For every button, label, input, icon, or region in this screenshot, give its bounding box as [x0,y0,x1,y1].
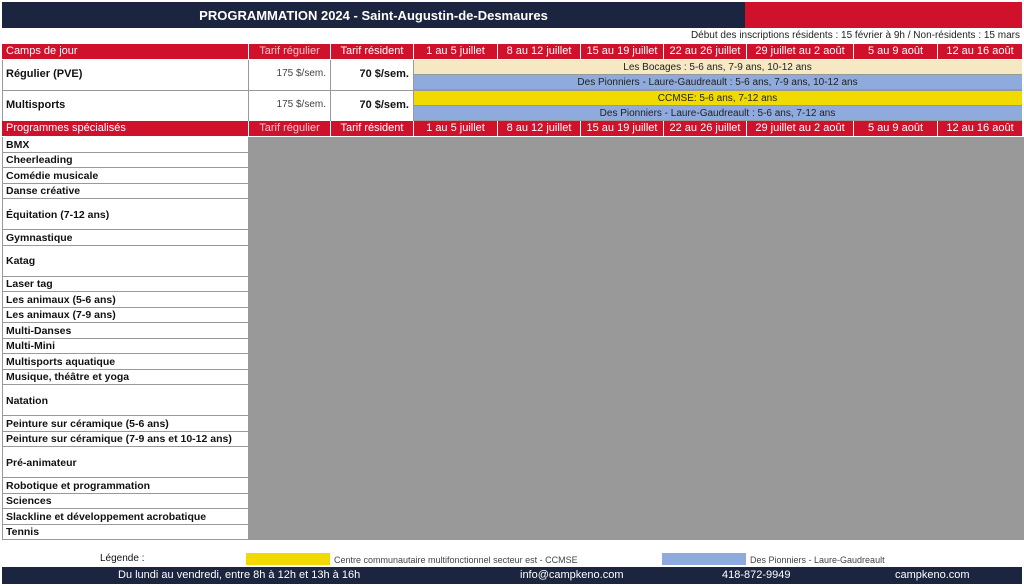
week-header: 5 au 9 août [853,121,937,136]
program-name: Robotique et programmation [6,479,151,492]
program-name: Les animaux (7-9 ans) [6,309,116,322]
program-name: BMX [6,138,30,151]
program-name: Multi-Danses [6,324,72,337]
program-name: Katag [6,255,36,267]
title-accent-bar [745,2,1022,28]
week-header: 12 au 16 août [937,44,1022,59]
week-header: 29 juillet au 2 août [746,44,853,59]
camp-location-band: Des Pionniers - Laure-Gaudreault : 5-6 ans, 7-12 ans [413,106,1022,121]
week-header: 5 au 9 août [853,44,937,59]
camps-header-label: Camps de jour [2,44,248,59]
week-header: 29 juillet au 2 août [746,121,853,136]
program-name: Slackline et développement acrobatique [6,510,207,523]
camp-regular-price: 175 $/sem. [276,68,326,79]
week-header: 22 au 26 juillet [663,121,746,136]
page-title [2,2,745,28]
program-name: Sciences [6,495,52,508]
programs-header-resident: Tarif résident [330,121,413,136]
legend-yellow-swatch [246,553,330,565]
footer-website[interactable]: campkeno.com [895,569,970,581]
grid-line [937,137,1024,540]
page-title-text: PROGRAMMATION 2024 - Saint-Augustin-de-Desmaures [199,7,548,23]
legend-blue-swatch [662,553,746,565]
legend-blue-text: Des Pionniers - Laure-Gaudreault [750,555,885,565]
registration-dates: Début des inscriptions résidents : 15 février à 9h / Non-résidents : 15 mars [690,30,1020,41]
program-name: Équitation (7-12 ans) [6,208,110,221]
week-header: 8 au 12 juillet [497,44,580,59]
camp-regular-price: 175 $/sem. [276,99,326,110]
week-header: 15 au 19 juillet [580,44,663,59]
camps-header-regular: Tarif régulier [248,44,330,59]
program-name: Peinture sur céramique (5-6 ans) [6,417,169,430]
camp-location-band: Les Bocages : 5-6 ans, 7-9 ans, 10-12 ans [413,60,1022,75]
program-name: Natation [6,394,48,407]
program-name: Peinture sur céramique (7-9 ans et 10-12 ans) [6,433,232,446]
grid-line [413,60,414,122]
week-header: 22 au 26 juillet [663,44,746,59]
program-name: Gymnastique [6,231,73,244]
week-header: 1 au 5 juillet [413,44,497,59]
grid-line [248,60,249,122]
week-header: 12 au 16 août [937,121,1022,136]
program-name: Laser tag [6,278,53,291]
programs-header-label: Programmes spécialisés [2,121,248,136]
week-header: 15 au 19 juillet [580,121,663,136]
program-name: Danse créative [6,185,81,198]
legend-label: Légende : [100,553,145,564]
footer-email[interactable]: info@campkeno.com [520,569,624,581]
camp-name: Multisports [6,99,66,111]
grid-line [330,60,331,122]
footer-phone[interactable]: 418-872-9949 [722,569,791,581]
program-name: Multisports aquatique [6,355,116,368]
program-name: Tennis [6,526,40,539]
camp-name: Régulier (PVE) [6,68,83,80]
camp-location-band: Des Pionniers - Laure-Gaudreault : 5-6 ans, 7-9 ans, 10-12 ans [413,75,1022,90]
program-name: Multi-Mini [6,340,55,353]
camp-resident-price: 70 $/sem. [359,99,409,111]
camp-location-band: CCMSE: 5-6 ans, 7-12 ans [413,91,1022,106]
camp-resident-price: 70 $/sem. [359,68,409,80]
week-header: 1 au 5 juillet [413,121,497,136]
program-name: Pré-animateur [6,456,77,469]
camps-header-resident: Tarif résident [330,44,413,59]
legend-yellow-text: Centre communautaire multifonctionnel secteur est - CCMSE [334,555,578,565]
program-name: Comédie musicale [6,169,99,182]
program-name: Les animaux (5-6 ans) [6,293,116,306]
week-header: 8 au 12 juillet [497,121,580,136]
program-name: Cheerleading [6,154,73,167]
footer-hours: Du lundi au vendredi, entre 8h à 12h et 13h à 16h [118,569,361,581]
footer-bar [2,567,1022,584]
program-name: Musique, théâtre et yoga [6,371,130,384]
programs-header-regular: Tarif régulier [248,121,330,136]
